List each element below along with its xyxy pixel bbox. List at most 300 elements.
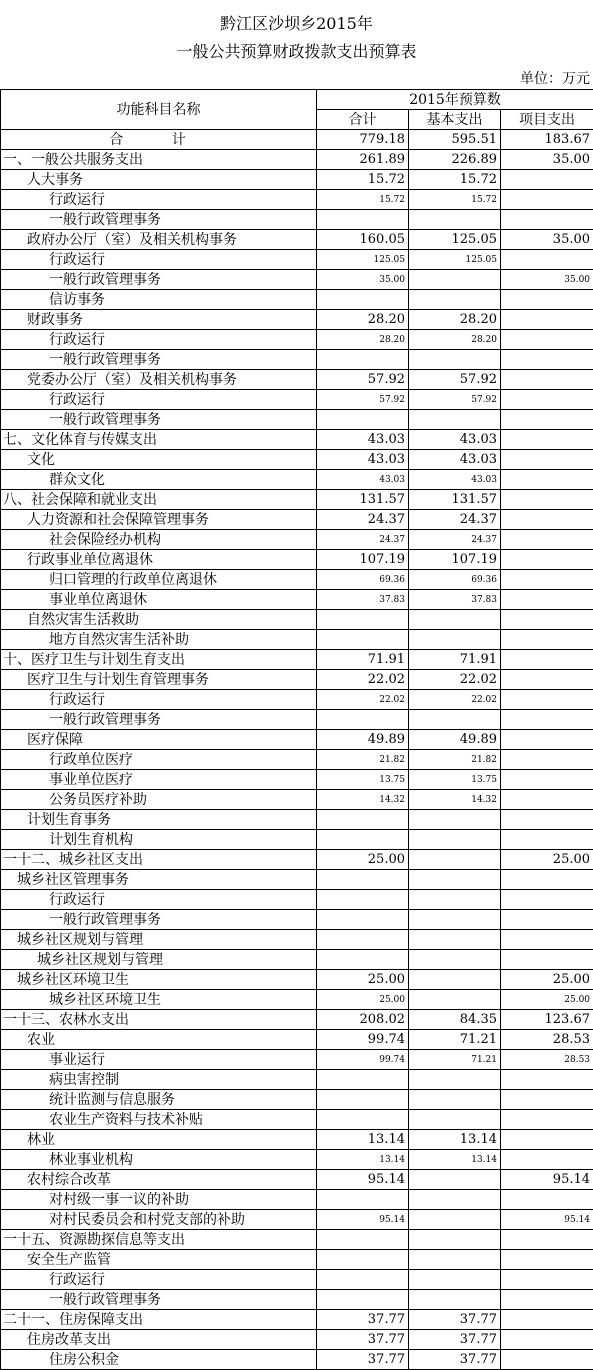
row-total-value: [317, 950, 409, 970]
table-row: [1, 630, 593, 650]
table-row: [1, 1170, 593, 1190]
row-total-value: 14.32: [317, 790, 409, 810]
row-total-value: 208.02: [317, 1010, 409, 1030]
table-row: [1, 730, 593, 750]
row-basic-value: [409, 890, 501, 910]
row-total-value: 95.14: [317, 1210, 409, 1230]
row-project-value: [501, 1070, 593, 1090]
table-row: [1, 870, 593, 890]
row-item-name: 统计监测与信息服务: [1, 1090, 317, 1110]
row-project-value: [501, 530, 593, 550]
row-item-name: 群众文化: [1, 470, 317, 490]
row-item-name: 人大事务: [1, 170, 317, 190]
row-project-value: 35.00: [501, 150, 593, 170]
row-project-value: [501, 410, 593, 430]
row-total-value: 25.00: [317, 970, 409, 990]
row-basic-value: [409, 1270, 501, 1290]
row-project-value: [501, 930, 593, 950]
row-item-name: 合 计: [1, 130, 317, 150]
row-total-value: 22.02: [317, 670, 409, 690]
row-item-name: 人力资源和社会保障管理事务: [1, 510, 317, 530]
row-basic-value: 14.32: [409, 790, 501, 810]
table-row: [1, 150, 593, 170]
table-row: [1, 310, 593, 330]
row-basic-value: 37.77: [409, 1310, 501, 1330]
row-basic-value: [409, 290, 501, 310]
row-project-value: [501, 770, 593, 790]
row-project-value: 35.00: [501, 230, 593, 250]
row-item-name: 对村级一事一议的补助: [1, 1190, 317, 1210]
row-project-value: [501, 370, 593, 390]
row-total-value: [317, 1190, 409, 1210]
row-total-value: 15.72: [317, 190, 409, 210]
row-total-value: [317, 610, 409, 630]
row-project-value: 183.67: [501, 130, 593, 150]
row-total-value: 35.00: [317, 270, 409, 290]
row-project-value: [501, 1250, 593, 1270]
table-row: [1, 250, 593, 270]
table-row: [1, 1070, 593, 1090]
row-total-value: 37.77: [317, 1330, 409, 1350]
row-basic-value: 57.92: [409, 370, 501, 390]
table-row: [1, 470, 593, 490]
table-row: [1, 1090, 593, 1110]
row-item-name: 城乡社区环境卫生: [1, 990, 317, 1010]
row-basic-value: [409, 1090, 501, 1110]
row-total-value: 69.36: [317, 570, 409, 590]
row-item-name: 农业: [1, 1030, 317, 1050]
row-project-value: 123.67: [501, 1010, 593, 1030]
row-total-value: [317, 630, 409, 650]
row-basic-value: 71.21: [409, 1050, 501, 1070]
table-row: [1, 190, 593, 210]
row-project-value: [501, 890, 593, 910]
table-row: [1, 1130, 593, 1150]
row-item-name: 住房公积金: [1, 1350, 317, 1370]
row-project-value: [501, 1270, 593, 1290]
row-item-name: 城乡社区管理事务: [1, 870, 317, 890]
row-total-value: 22.02: [317, 690, 409, 710]
row-item-name: 医疗保障: [1, 730, 317, 750]
table-row: [1, 1190, 593, 1210]
row-project-value: [501, 330, 593, 350]
row-basic-value: [409, 410, 501, 430]
table-row: [1, 750, 593, 770]
row-total-value: 99.74: [317, 1030, 409, 1050]
row-project-value: 25.00: [501, 850, 593, 870]
row-basic-value: 28.20: [409, 310, 501, 330]
row-basic-value: [409, 850, 501, 870]
row-basic-value: [409, 810, 501, 830]
table-body: [1, 130, 593, 1370]
row-item-name: 城乡社区规划与管理: [1, 950, 317, 970]
row-total-value: 24.37: [317, 530, 409, 550]
row-total-value: 71.91: [317, 650, 409, 670]
table-row: [1, 1230, 593, 1250]
table-row: [1, 510, 593, 530]
row-total-value: 28.20: [317, 310, 409, 330]
row-item-name: 自然灾害生活救助: [1, 610, 317, 630]
row-project-value: [501, 1290, 593, 1310]
row-item-name: 一般行政管理事务: [1, 270, 317, 290]
row-basic-value: [409, 270, 501, 290]
row-total-value: 95.14: [317, 1170, 409, 1190]
row-total-value: [317, 870, 409, 890]
table-row: [1, 1310, 593, 1330]
row-total-value: 160.05: [317, 230, 409, 250]
table-row: [1, 390, 593, 410]
header-basic: 基本支出: [409, 110, 501, 130]
row-basic-value: 28.20: [409, 330, 501, 350]
row-item-name: 林业事业机构: [1, 1150, 317, 1170]
row-total-value: 37.77: [317, 1310, 409, 1330]
row-basic-value: [409, 350, 501, 370]
row-project-value: [501, 1310, 593, 1330]
row-total-value: 37.83: [317, 590, 409, 610]
row-basic-value: [409, 830, 501, 850]
row-project-value: [501, 590, 593, 610]
row-basic-value: 43.03: [409, 430, 501, 450]
row-basic-value: 37.77: [409, 1330, 501, 1350]
row-item-name: 计划生育机构: [1, 830, 317, 850]
table-row: [1, 770, 593, 790]
row-total-value: [317, 1290, 409, 1310]
table-row: [1, 910, 593, 930]
row-item-name: 行政运行: [1, 190, 317, 210]
row-basic-value: 69.36: [409, 570, 501, 590]
row-total-value: [317, 1110, 409, 1130]
row-project-value: [501, 470, 593, 490]
row-total-value: [317, 1070, 409, 1090]
row-project-value: [501, 1110, 593, 1130]
table-row: [1, 970, 593, 990]
row-basic-value: [409, 630, 501, 650]
row-total-value: [317, 210, 409, 230]
row-total-value: [317, 710, 409, 730]
row-basic-value: 13.75: [409, 770, 501, 790]
row-basic-value: [409, 990, 501, 1010]
row-item-name: 农村综合改革: [1, 1170, 317, 1190]
table-row: [1, 890, 593, 910]
row-basic-value: [409, 1190, 501, 1210]
row-basic-value: 21.82: [409, 750, 501, 770]
row-basic-value: [409, 1210, 501, 1230]
row-basic-value: [409, 1170, 501, 1190]
row-project-value: [501, 610, 593, 630]
row-project-value: [501, 870, 593, 890]
table-row: [1, 850, 593, 870]
row-total-value: [317, 810, 409, 830]
row-item-name: 行政单位医疗: [1, 750, 317, 770]
row-item-name: 政府办公厅（室）及相关机构事务: [1, 230, 317, 250]
row-item-name: 十、医疗卫生与计划生育支出: [1, 650, 317, 670]
row-total-value: 99.74: [317, 1050, 409, 1070]
row-item-name: 行政运行: [1, 250, 317, 270]
row-basic-value: [409, 1110, 501, 1130]
row-project-value: [501, 1090, 593, 1110]
row-project-value: [501, 1150, 593, 1170]
row-basic-value: 57.92: [409, 390, 501, 410]
row-total-value: 43.03: [317, 430, 409, 450]
row-item-name: 计划生育事务: [1, 810, 317, 830]
row-item-name: 对村民委员会和村党支部的补助: [1, 1210, 317, 1230]
row-basic-value: 43.03: [409, 450, 501, 470]
table-row: [1, 1110, 593, 1130]
row-item-name: 一十二、城乡社区支出: [1, 850, 317, 870]
row-project-value: [501, 1350, 593, 1370]
table-row: [1, 1250, 593, 1270]
row-basic-value: 71.91: [409, 650, 501, 670]
row-project-value: [501, 1230, 593, 1250]
header-item-name: 功能科目名称: [1, 90, 317, 130]
row-item-name: 一十三、农林水支出: [1, 1010, 317, 1030]
table-row: [1, 370, 593, 390]
row-item-name: 一十五、资源勘探信息等支出: [1, 1230, 317, 1250]
table-row: [1, 710, 593, 730]
table-row: [1, 410, 593, 430]
row-item-name: 住房改革支出: [1, 1330, 317, 1350]
table-row: [1, 670, 593, 690]
row-total-value: 43.03: [317, 470, 409, 490]
row-total-value: [317, 410, 409, 430]
row-item-name: 公务员医疗补助: [1, 790, 317, 810]
table-row: [1, 1330, 593, 1350]
row-basic-value: [409, 1250, 501, 1270]
row-basic-value: [409, 930, 501, 950]
row-project-value: [501, 570, 593, 590]
page-title: 黔江区沙坝乡2015年: [0, 13, 593, 35]
row-project-value: [501, 1330, 593, 1350]
row-project-value: [501, 910, 593, 930]
table-row: [1, 1350, 593, 1370]
row-item-name: 行政运行: [1, 330, 317, 350]
row-total-value: 37.77: [317, 1350, 409, 1370]
header-budget-group: 2015年预算数: [317, 90, 593, 110]
row-item-name: 一般行政管理事务: [1, 910, 317, 930]
row-item-name: 行政运行: [1, 1270, 317, 1290]
row-project-value: [501, 170, 593, 190]
row-item-name: 八、社会保障和就业支出: [1, 490, 317, 510]
table-row: [1, 690, 593, 710]
row-item-name: 归口管理的行政单位离退休: [1, 570, 317, 590]
row-total-value: 49.89: [317, 730, 409, 750]
table-row: [1, 610, 593, 630]
row-basic-value: 226.89: [409, 150, 501, 170]
row-item-name: 事业单位医疗: [1, 770, 317, 790]
row-basic-value: [409, 710, 501, 730]
row-project-value: [501, 730, 593, 750]
row-item-name: 事业单位离退休: [1, 590, 317, 610]
table-row: [1, 450, 593, 470]
row-basic-value: 49.89: [409, 730, 501, 750]
row-total-value: 24.37: [317, 510, 409, 530]
row-total-value: 57.92: [317, 370, 409, 390]
row-basic-value: 15.72: [409, 170, 501, 190]
row-basic-value: 37.83: [409, 590, 501, 610]
row-basic-value: [409, 950, 501, 970]
row-project-value: [501, 690, 593, 710]
table-row: [1, 170, 593, 190]
row-item-name: 二十一、住房保障支出: [1, 1310, 317, 1330]
header-total: 合计: [317, 110, 409, 130]
table-row: [1, 1210, 593, 1230]
row-basic-value: 37.77: [409, 1350, 501, 1370]
row-project-value: [501, 290, 593, 310]
row-total-value: [317, 350, 409, 370]
row-total-value: 25.00: [317, 850, 409, 870]
table-row: [1, 790, 593, 810]
row-basic-value: [409, 210, 501, 230]
row-basic-value: 71.21: [409, 1030, 501, 1050]
row-item-name: 七、文化体育与传媒支出: [1, 430, 317, 450]
row-project-value: 95.14: [501, 1170, 593, 1190]
row-basic-value: [409, 910, 501, 930]
row-total-value: [317, 1090, 409, 1110]
table-row: [1, 930, 593, 950]
table-row: [1, 1050, 593, 1070]
row-item-name: 事业运行: [1, 1050, 317, 1070]
budget-table: [0, 89, 593, 1370]
row-item-name: 城乡社区规划与管理: [1, 930, 317, 950]
row-basic-value: 131.57: [409, 490, 501, 510]
row-basic-value: 84.35: [409, 1010, 501, 1030]
row-total-value: 125.05: [317, 250, 409, 270]
table-row: [1, 570, 593, 590]
row-total-value: 13.75: [317, 770, 409, 790]
row-project-value: 25.00: [501, 970, 593, 990]
row-project-value: [501, 550, 593, 570]
row-project-value: 28.53: [501, 1030, 593, 1050]
row-basic-value: 15.72: [409, 190, 501, 210]
row-total-value: 13.14: [317, 1130, 409, 1150]
row-basic-value: [409, 1290, 501, 1310]
table-row: [1, 650, 593, 670]
table-row: [1, 1010, 593, 1030]
row-project-value: [501, 630, 593, 650]
row-total-value: [317, 890, 409, 910]
row-project-value: [501, 310, 593, 330]
row-project-value: [501, 710, 593, 730]
table-row: [1, 810, 593, 830]
table-row: [1, 430, 593, 450]
header-project: 项目支出: [501, 110, 593, 130]
row-item-name: 病虫害控制: [1, 1070, 317, 1090]
table-row: [1, 1290, 593, 1310]
row-project-value: [501, 1130, 593, 1150]
row-item-name: 一般行政管理事务: [1, 350, 317, 370]
row-total-value: 28.20: [317, 330, 409, 350]
row-item-name: 安全生产监管: [1, 1250, 317, 1270]
row-basic-value: 22.02: [409, 670, 501, 690]
table-row: [1, 230, 593, 250]
row-basic-value: 595.51: [409, 130, 501, 150]
row-basic-value: 43.03: [409, 470, 501, 490]
row-item-name: 文化: [1, 450, 317, 470]
row-item-name: 行政运行: [1, 890, 317, 910]
row-total-value: [317, 1230, 409, 1250]
row-item-name: 一般行政管理事务: [1, 710, 317, 730]
table-row: [1, 330, 593, 350]
row-basic-value: [409, 970, 501, 990]
table-row: [1, 990, 593, 1010]
table-row: [1, 270, 593, 290]
row-item-name: 一般行政管理事务: [1, 410, 317, 430]
row-project-value: [501, 430, 593, 450]
row-basic-value: 13.14: [409, 1130, 501, 1150]
row-item-name: 行政运行: [1, 690, 317, 710]
table-row: [1, 1270, 593, 1290]
row-total-value: 261.89: [317, 150, 409, 170]
row-item-name: 党委办公厅（室）及相关机构事务: [1, 370, 317, 390]
row-total-value: [317, 910, 409, 930]
row-project-value: [501, 210, 593, 230]
row-item-name: 医疗卫生与计划生育管理事务: [1, 670, 317, 690]
table-row: [1, 210, 593, 230]
row-basic-value: 24.37: [409, 530, 501, 550]
row-item-name: 信访事务: [1, 290, 317, 310]
row-item-name: 财政事务: [1, 310, 317, 330]
row-project-value: [501, 450, 593, 470]
table-row: [1, 950, 593, 970]
row-item-name: 一、一般公共服务支出: [1, 150, 317, 170]
row-basic-value: 125.05: [409, 250, 501, 270]
page-subtitle: 一般公共预算财政拨款支出预算表: [0, 41, 593, 63]
row-total-value: 15.72: [317, 170, 409, 190]
row-basic-value: 13.14: [409, 1150, 501, 1170]
table-row: [1, 130, 593, 150]
table-row: [1, 590, 593, 610]
row-project-value: [501, 250, 593, 270]
row-basic-value: [409, 610, 501, 630]
row-project-value: [501, 650, 593, 670]
row-project-value: [501, 810, 593, 830]
row-basic-value: 125.05: [409, 230, 501, 250]
row-item-name: 社会保险经办机构: [1, 530, 317, 550]
row-basic-value: [409, 1070, 501, 1090]
row-project-value: 25.00: [501, 990, 593, 1010]
row-item-name: 行政运行: [1, 390, 317, 410]
table-row: [1, 1150, 593, 1170]
row-total-value: 13.14: [317, 1150, 409, 1170]
table-row: [1, 530, 593, 550]
row-project-value: [501, 1190, 593, 1210]
row-project-value: [501, 190, 593, 210]
row-item-name: 行政事业单位离退休: [1, 550, 317, 570]
table-row: [1, 350, 593, 370]
row-project-value: [501, 950, 593, 970]
row-basic-value: [409, 870, 501, 890]
row-total-value: 25.00: [317, 990, 409, 1010]
row-project-value: [501, 790, 593, 810]
row-item-name: 一般行政管理事务: [1, 1290, 317, 1310]
table-row: [1, 1030, 593, 1050]
row-item-name: 林业: [1, 1130, 317, 1150]
row-total-value: 43.03: [317, 450, 409, 470]
row-total-value: [317, 290, 409, 310]
row-total-value: 779.18: [317, 130, 409, 150]
row-total-value: 131.57: [317, 490, 409, 510]
row-project-value: [501, 510, 593, 530]
row-total-value: 107.19: [317, 550, 409, 570]
row-item-name: 城乡社区环境卫生: [1, 970, 317, 990]
row-item-name: 农业生产资料与技术补贴: [1, 1110, 317, 1130]
row-total-value: [317, 930, 409, 950]
unit-label: 单位：万元: [520, 70, 590, 88]
row-item-name: 一般行政管理事务: [1, 210, 317, 230]
row-basic-value: 22.02: [409, 690, 501, 710]
table-row: [1, 550, 593, 570]
row-project-value: 95.14: [501, 1210, 593, 1230]
